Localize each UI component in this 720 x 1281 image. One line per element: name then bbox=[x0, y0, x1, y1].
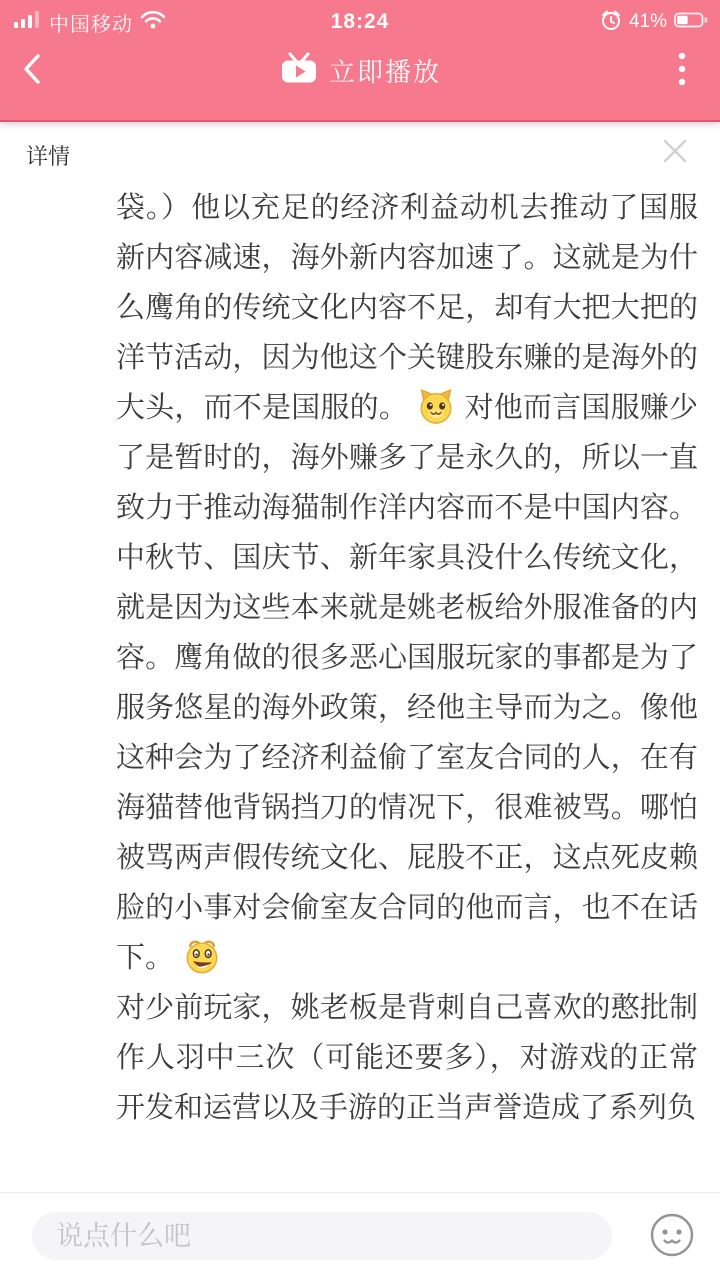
emoji-face-icon bbox=[648, 1211, 696, 1262]
app-header bbox=[0, 0, 720, 122]
battery-icon bbox=[674, 12, 708, 33]
comment-input-pill[interactable] bbox=[32, 1212, 612, 1260]
panel-title: 详情 bbox=[26, 144, 71, 169]
close-icon bbox=[658, 134, 692, 173]
nav-title: 立即播放 bbox=[328, 56, 441, 87]
tv-play-icon bbox=[279, 52, 319, 89]
nav-bar bbox=[0, 44, 720, 96]
cat-face-emoji bbox=[417, 387, 455, 425]
post-text bbox=[116, 183, 698, 1189]
battery-percent: 41% bbox=[628, 11, 667, 32]
carrier-label: 中国移动 bbox=[49, 13, 133, 36]
laughing-face-emoji bbox=[183, 937, 221, 975]
comment-bar bbox=[0, 1192, 720, 1281]
play-now-button[interactable] bbox=[0, 44, 720, 96]
emoji-button[interactable] bbox=[646, 1210, 698, 1262]
kebab-menu-icon bbox=[678, 52, 686, 91]
clock-time: 18:24 bbox=[330, 10, 390, 33]
comment-input[interactable] bbox=[32, 1212, 612, 1260]
status-bar bbox=[0, 0, 720, 44]
post-paragraph: 对少前玩家，姚老板是背刺自己喜欢的憨批制作人羽中三次（可能还要多），对游戏的正常开发和运营以及手游的正当声誉造成了系列负 bbox=[116, 992, 698, 1124]
alarm-clock-icon bbox=[600, 9, 622, 36]
detail-panel bbox=[0, 122, 720, 1281]
menu-button[interactable] bbox=[672, 54, 692, 88]
close-button[interactable] bbox=[656, 134, 694, 172]
post-paragraph: 袋。）他以充足的经济利益动机去推动了国服新内容减速，海外新内容加速了。这就是为什么鹰角的传统文化内容不足，却有大把大把的洋节活动，因为他这个关键股东赚的是海外的大头，而不是国服的。 对他而言国服赚少了是暂时的，海外赚多了是永久的，所以一直致力于推动海猫制作洋内容而不是中国内容。中秋节、国庆节、新年家具没什么传统文化，就是因为这些本来就是姚老板给外服准备的内容。鹰角做的很多恶心国服玩家的事都是为了服务悠星的海外政策，经他主导而为之。像他这种会为了经济利益偷了室友合同的人，在有海猫替他背锅挡刀的情况下，很难被骂。哪怕被骂两声假传统文化、屁股不正，这点死皮赖脸的小事对会偷室友合同的他而言，也不在话下。 bbox=[116, 192, 698, 974]
